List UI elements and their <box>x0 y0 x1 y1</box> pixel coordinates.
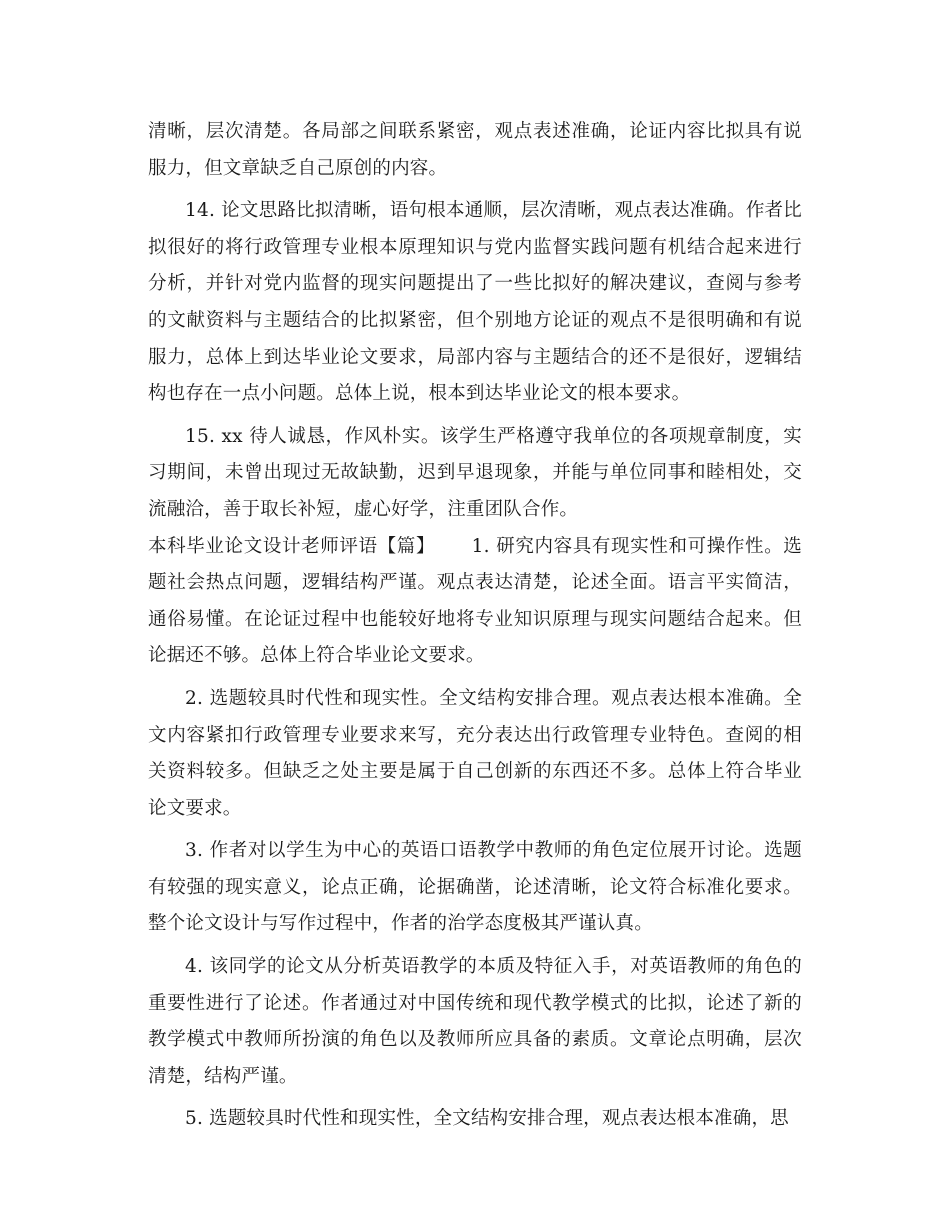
continuation-text: 清晰，层次清楚。各局部之间联系紧密，观点表述准确，论证内容比拟具有说服力，但文章缺乏自己原创的内容。 <box>148 121 802 179</box>
comment-text: 研究内容具有现实性和可操作性。选题社会热点问题，逻辑结构严谨。观点表达清楚，论述全面。语言平实简洁，通俗易懂。在论证过程中也能较好地将专业知识原理与现实问题结合起来。但论据还不够。总体上符合毕业论文要求。 <box>148 535 802 667</box>
section-paragraph-1 <box>148 529 802 675</box>
comment-number: 4. <box>185 956 204 978</box>
comment-number: 15. <box>185 425 216 447</box>
comment-text: 作者对以学生为中心的英语口语教学中教师的角色定位展开讨论。选题有较强的现实意义，论点正确，论据确凿，论述清晰，论文符合标准化要求。整个论文设计与写作过程中，作者的治学态度极其严谨认真。 <box>148 840 802 935</box>
section-title: 本科毕业论文设计老师评语【篇】 <box>148 535 436 557</box>
comment-text: xx 待人诚恳，作风朴实。该学生严格遵守我单位的各项规章制度，实习期间，未曾出现过无故缺勤，迟到早退现象，并能与单位同事和睦相处，交流融洽，善于取长补短，虚心好学，注重团队合作。 <box>148 425 802 520</box>
comment-text: 选题较具时代性和现实性，全文结构安排合理，观点表达根本准确，思 <box>209 1108 789 1130</box>
comment-number: 5. <box>185 1108 204 1130</box>
comment-text: 该同学的论文从分析英语教学的本质及特征入手，对英语教师的角色的重要性进行了论述。作者通过对中国传统和现代教学模式的比拟，论述了新的教学模式中教师所扮演的角色以及教师所应具备的素质。文章论点明确，层次清楚，结构严谨。 <box>148 956 802 1087</box>
section-paragraph-4 <box>148 949 802 1095</box>
comment-paragraph-15 <box>148 419 802 529</box>
comment-number: 1. <box>471 535 490 557</box>
document-body <box>148 114 802 1138</box>
comment-text: 论文思路比拟清晰，语句根本通顺，层次清晰，观点表达准确。作者比拟很好的将行政管理专业根本原理知识与党内监督实践问题有机结合起来进行分析，并针对党内监督的现实问题提出了一些比拟好的解决建议，查阅与参考的文献资料与主题结合的比拟紧密，但个别地方论证的观点不是很明确和有说服力，总体上到达毕业论文要求，局部内容与主题结合的还不是很好，逻辑结构也存在一点小问题。总体上说，根本到达毕业论文的根本要求。 <box>148 200 802 405</box>
comment-text: 选题较具时代性和现实性。全文结构安排合理。观点表达根本准确。全文内容紧扣行政管理专业要求来写，充分表达出行政管理专业特色。查阅的相关资料较多。但缺乏之处主要是属于自己创新的东西还不多。总体上符合毕业论文要求。 <box>148 687 802 819</box>
section-paragraph-5 <box>148 1101 802 1138</box>
comment-number: 2. <box>185 687 204 709</box>
comment-number: 14. <box>185 200 216 222</box>
comment-paragraph-14 <box>148 193 802 413</box>
comment-number: 3. <box>185 840 204 862</box>
section-paragraph-3 <box>148 833 802 943</box>
section-paragraph-2 <box>148 681 802 827</box>
continuation-paragraph <box>148 114 802 187</box>
